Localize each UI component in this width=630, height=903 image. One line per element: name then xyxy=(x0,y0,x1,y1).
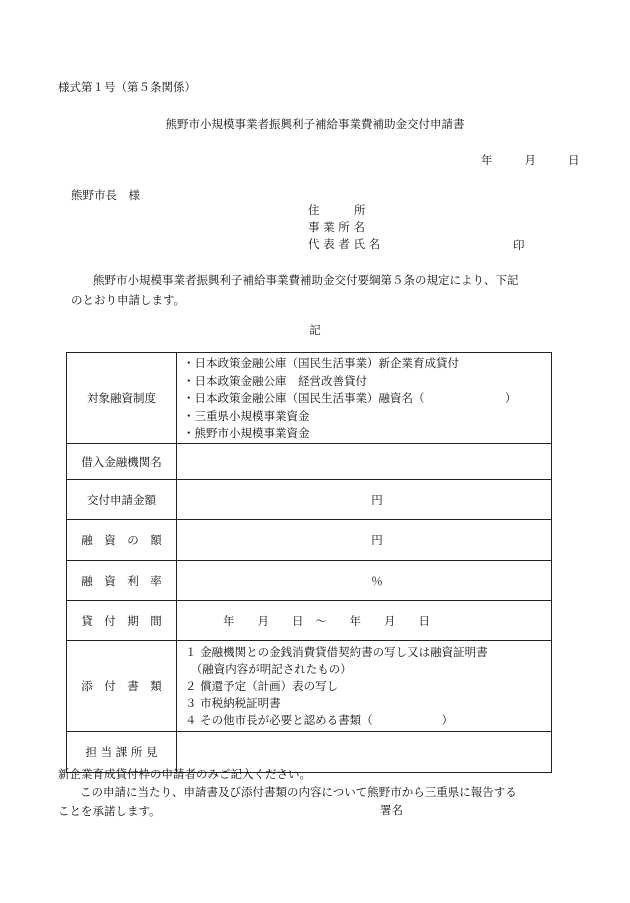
requested-amount-label: 交付申請金額 xyxy=(67,480,177,520)
attachment-item: ４ その他市長が必要と認める書類（ ） xyxy=(185,712,454,727)
seal-mark: 印 xyxy=(513,238,525,252)
ki-heading: 記 xyxy=(309,323,321,337)
consent-statement xyxy=(58,783,588,821)
attachments-label: 添 付 書 類 xyxy=(67,641,177,732)
consent-line-2: ことを承諾します。 xyxy=(58,804,161,818)
requested-amount-unit: 円 xyxy=(371,492,383,507)
loan-option[interactable]: ・日本政策金融公庫（国民生活事業）融資名（ ） xyxy=(183,391,517,406)
date-line xyxy=(481,152,580,168)
address-label: 住 所 xyxy=(308,203,366,217)
application-statement xyxy=(71,270,571,310)
loan-option[interactable]: ・三重県小規模事業資金 xyxy=(183,408,310,423)
loan-period-text: 年 月 日 ～ 年 月 日 xyxy=(223,613,430,628)
statement-line-2: のとおり申請します。 xyxy=(71,293,186,307)
attachment-item: （融資内容が明記されたもの） xyxy=(185,661,352,676)
attachments-list xyxy=(177,641,552,732)
addressee: 熊野市長 様 xyxy=(71,188,140,202)
requested-amount-field[interactable] xyxy=(177,480,552,520)
representative-label: 代 表 者 氏 名 xyxy=(308,237,381,251)
lender-label: 借入金融機関名 xyxy=(67,444,177,480)
loan-period-label: 貸 付 期 間 xyxy=(67,601,177,641)
table-row-loan-amount xyxy=(67,520,552,561)
footer-note: 新企業育成貸付枠の申請者のみご記入ください。 xyxy=(58,767,311,781)
loan-amount-field[interactable] xyxy=(177,520,552,561)
interest-rate-field[interactable] xyxy=(177,561,552,601)
loan-amount-unit: 円 xyxy=(371,533,383,547)
table-row-interest-rate xyxy=(67,561,552,601)
table-row-requested-amount xyxy=(67,480,552,520)
target-loan-label: 対象融資制度 xyxy=(67,353,177,444)
business-name-label: 事 業 所 名 xyxy=(308,220,365,234)
table-row-target-loan xyxy=(67,353,552,444)
loan-option[interactable]: ・日本政策金融公庫（国民生活事業）新企業育成貸付 xyxy=(183,356,459,371)
application-table xyxy=(66,352,552,773)
target-loan-options xyxy=(177,353,552,444)
loan-option[interactable]: ・日本政策金融公庫 経営改善貸付 xyxy=(183,373,367,388)
lender-field[interactable] xyxy=(177,444,552,480)
interest-rate-label: 融 資 利 率 xyxy=(67,561,177,601)
form-number: 様式第１号（第５条関係） xyxy=(58,80,196,94)
attachment-item: ３ 市税納税証明書 xyxy=(185,695,281,710)
date-month-label: 月 xyxy=(524,153,536,167)
interest-rate-unit: ％ xyxy=(371,573,383,588)
table-row-lender xyxy=(67,444,552,480)
attachment-item: ２ 償還予定（計画）表の写し xyxy=(185,678,339,693)
document-title: 熊野市小規模事業者振興利子補給事業費補助金交付申請書 xyxy=(165,117,465,131)
statement-line-1: 熊野市小規模事業者振興利子補給事業費補助金交付要綱第５条の規定により、下記 xyxy=(93,273,519,287)
section-opinion-label: 担 当 課 所 見 xyxy=(67,732,177,773)
loan-amount-label: 融 資 の 額 xyxy=(67,520,177,561)
table-row-loan-period xyxy=(67,601,552,641)
date-year-label: 年 xyxy=(481,153,493,167)
loan-option[interactable]: ・熊野市小規模事業資金 xyxy=(183,426,310,441)
date-day-label: 日 xyxy=(568,153,580,167)
signature-label: 署名 xyxy=(380,803,403,817)
consent-line-1: この申請に当たり、申請書及び添付書類の内容について熊野市から三重県に報告する xyxy=(80,785,517,799)
attachment-item: １ 金融機関との金銭消費貸借契約書の写し又は融資証明書 xyxy=(185,644,488,659)
table-row-attachments xyxy=(67,641,552,732)
loan-period-field[interactable] xyxy=(177,601,552,641)
